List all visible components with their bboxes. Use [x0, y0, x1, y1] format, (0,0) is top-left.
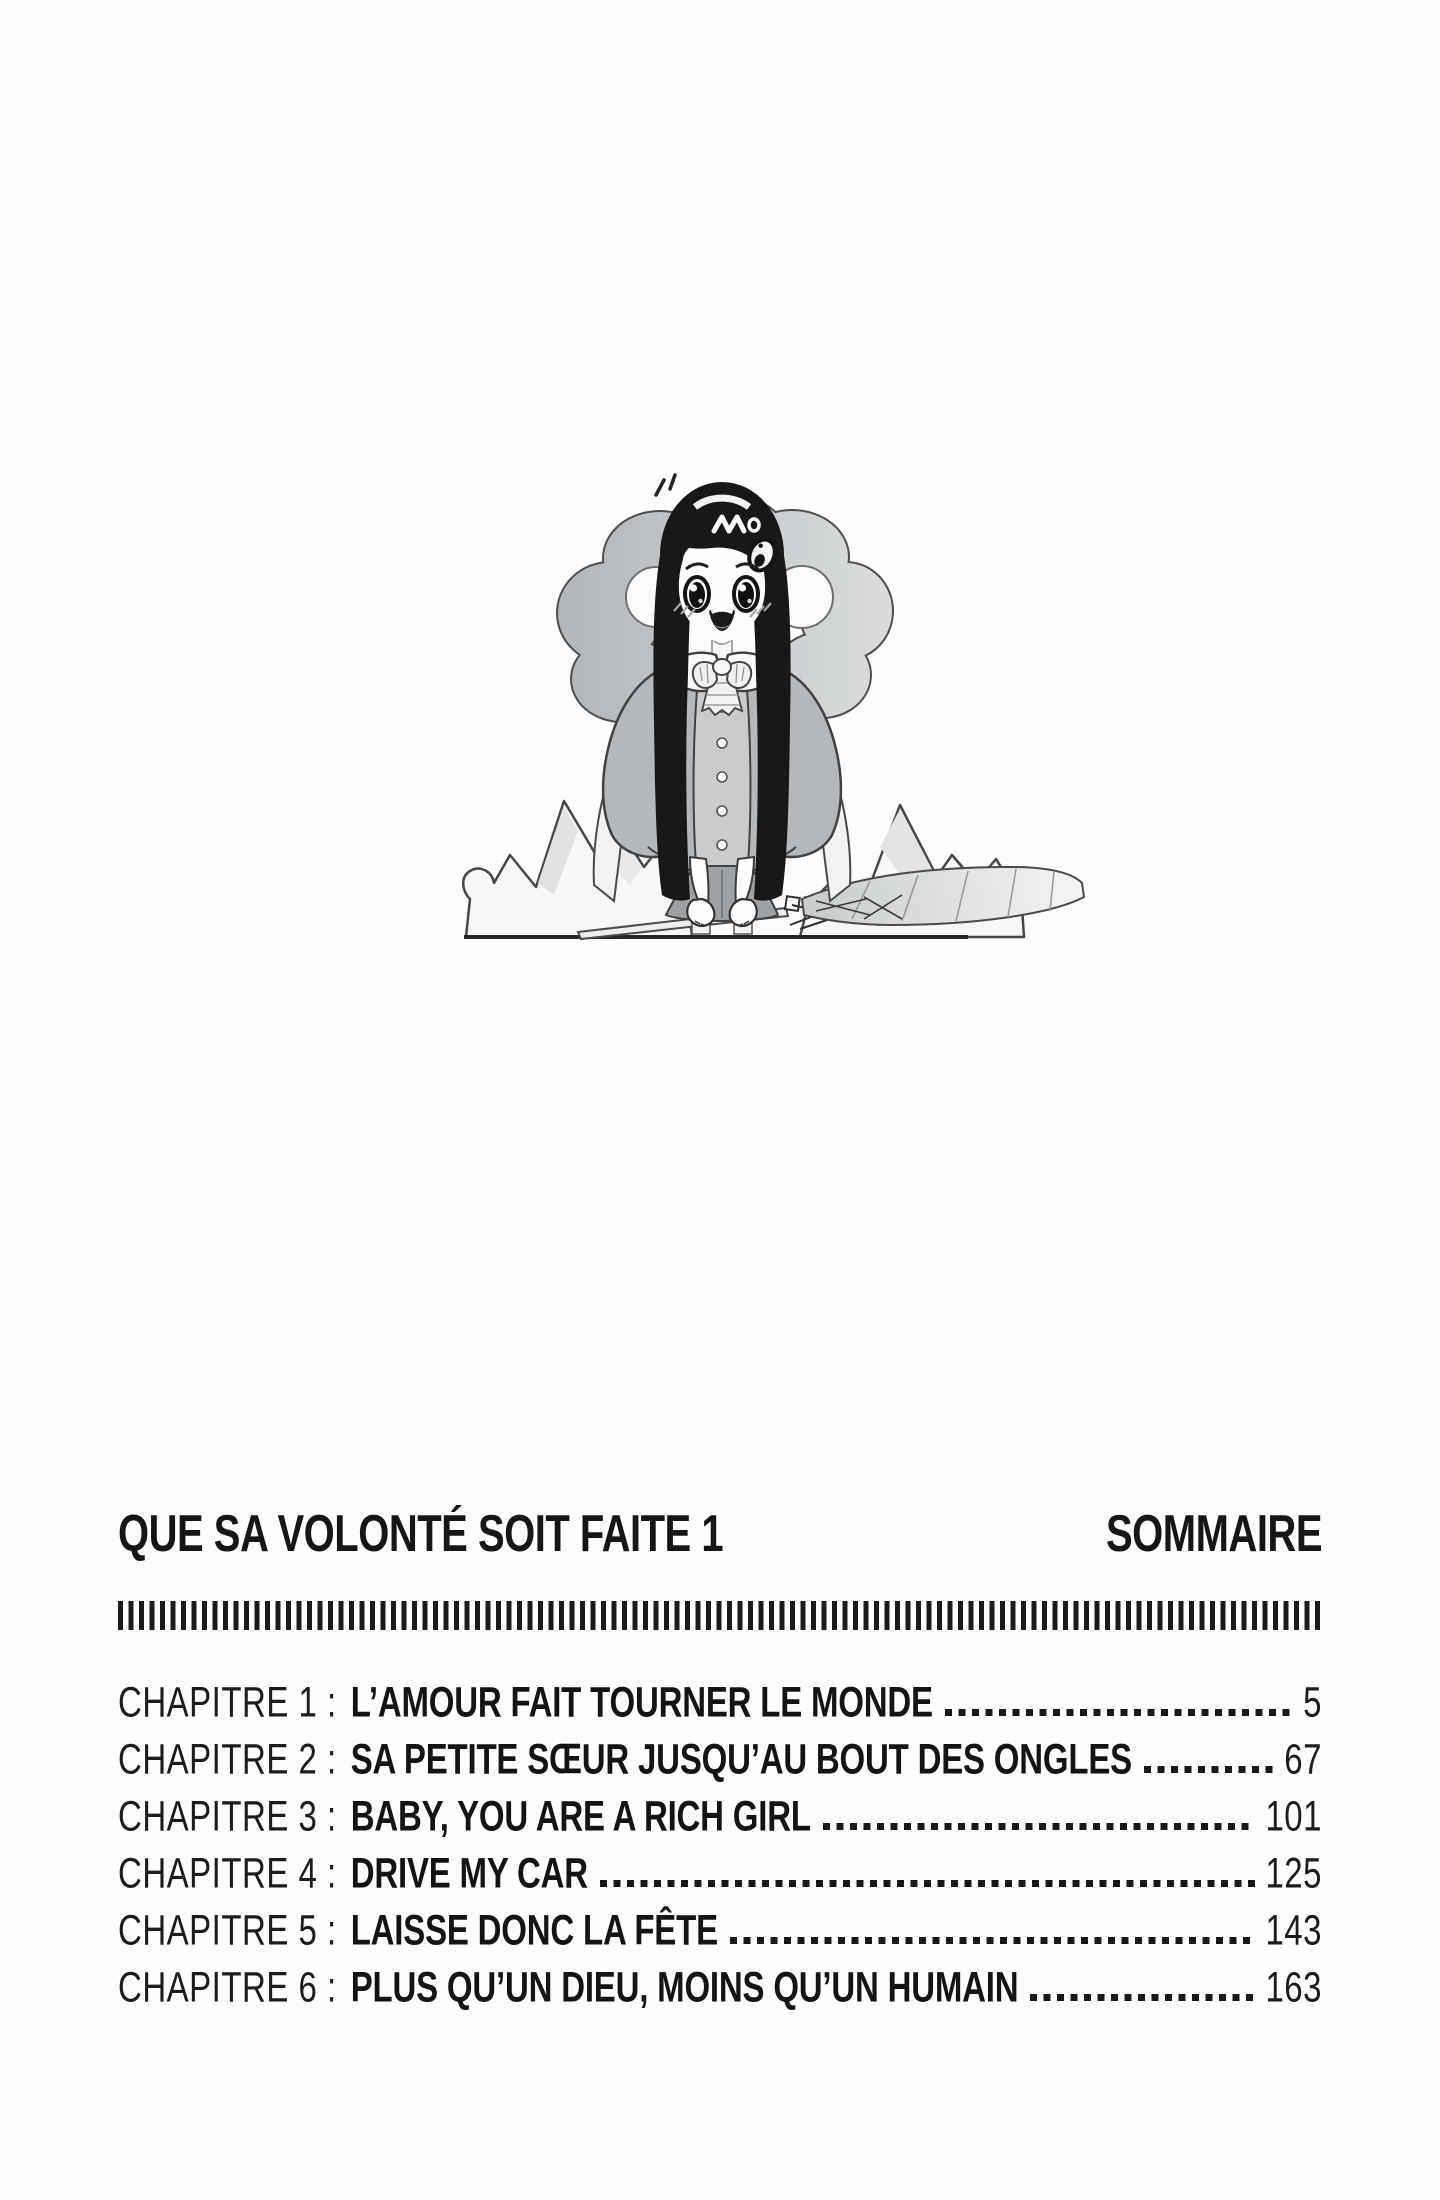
chapter-label: CHAPITRE 5 :	[118, 1906, 337, 1954]
surprise-ticks	[656, 475, 675, 495]
masthead	[118, 1500, 1322, 1563]
chapter-title: LAISSE DONC LA FÊTE	[350, 1906, 718, 1954]
toc-row	[118, 1723, 1322, 1783]
dot-leader	[1144, 1766, 1274, 1773]
page-number: 67	[1284, 1735, 1322, 1783]
eye-right	[734, 577, 758, 611]
page-number: 143	[1265, 1906, 1322, 1954]
toc-section	[118, 1500, 1322, 2011]
dot-leader	[600, 1880, 1256, 1887]
page-number: 5	[1303, 1678, 1322, 1726]
toc-row	[118, 1780, 1322, 1840]
chapter-title: DRIVE MY CAR	[350, 1849, 588, 1897]
chapter-title: SA PETITE SŒUR JUSQU’AU BOUT DES ONGLES	[350, 1735, 1132, 1783]
broom-buckle	[785, 896, 800, 911]
dot-leader	[1030, 1994, 1255, 2001]
fist-right	[730, 899, 757, 926]
eye-left	[685, 577, 709, 611]
toc-row	[118, 1666, 1322, 1726]
girl-with-broom-drawing	[450, 453, 1095, 948]
page-number: 125	[1265, 1849, 1322, 1897]
toc-list	[118, 1666, 1322, 2011]
chapter-label: CHAPITRE 6 :	[118, 1963, 337, 2011]
chapter-label: CHAPITRE 2 :	[118, 1735, 337, 1783]
dot-leader	[730, 1937, 1256, 1944]
chapter-label: CHAPITRE 4 :	[118, 1849, 337, 1897]
divider-bars	[118, 1601, 1322, 1630]
page-number: 101	[1265, 1792, 1322, 1840]
chapter-title: L’AMOUR FAIT TOURNER LE MONDE	[350, 1678, 933, 1726]
fist-left	[687, 899, 714, 926]
dot-leader	[945, 1709, 1293, 1716]
dot-leader	[823, 1823, 1256, 1830]
toc-row	[118, 1894, 1322, 1954]
chapter-title: PLUS QU’UN DIEU, MOINS QU’UN HUMAIN	[350, 1963, 1019, 2011]
chapter-label: CHAPITRE 3 :	[118, 1792, 337, 1840]
book-title: QUE SA VOLONTÉ SOIT FAITE 1	[118, 1505, 724, 1563]
toc-row	[118, 1837, 1322, 1897]
sommaire-heading: SOMMAIRE	[1106, 1505, 1322, 1563]
page-number: 163	[1265, 1963, 1322, 2011]
toc-row	[118, 1951, 1322, 2011]
chapter-title: BABY, YOU ARE A RICH GIRL	[350, 1792, 811, 1840]
chapter-label: CHAPITRE 1 :	[118, 1678, 337, 1726]
manga-illustration	[450, 453, 1095, 948]
